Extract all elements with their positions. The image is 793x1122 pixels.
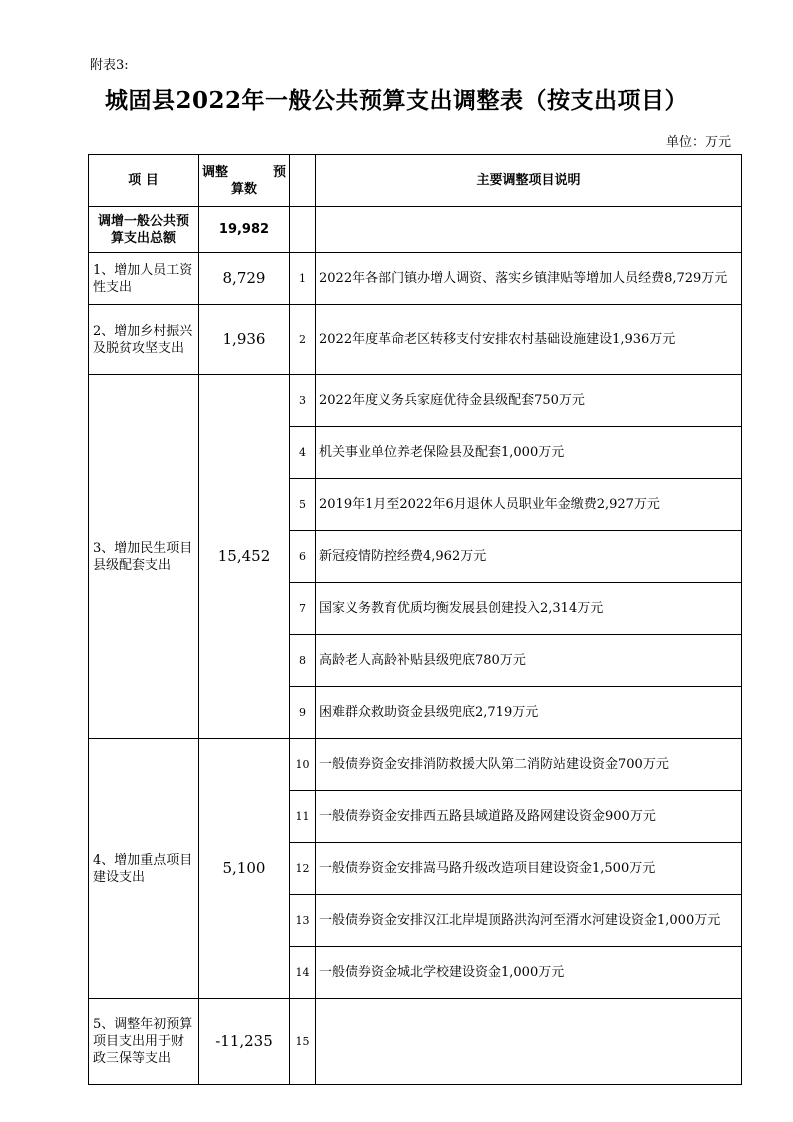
item-number: 3: [290, 375, 316, 427]
column-header-amount-part1: 调整: [202, 164, 229, 180]
item-number: 7: [290, 583, 316, 635]
category-amount: 5,100: [199, 739, 290, 999]
column-header-item: 项 目: [89, 155, 199, 207]
item-number: 8: [290, 635, 316, 687]
item-description: 机关事业单位养老保险县及配套1,000万元: [316, 427, 742, 479]
page-title: 城固县2022年一般公共预算支出调整表（按支出项目）: [104, 87, 688, 114]
item-number: 9: [290, 687, 316, 739]
category-label: 3、增加民生项目县级配套支出: [89, 375, 199, 739]
item-description: 一般债券资金安排嵩马路升级改造项目建设资金1,500万元: [316, 843, 742, 895]
item-number: 6: [290, 531, 316, 583]
item-description: 新冠疫情防控经费4,962万元: [316, 531, 742, 583]
item-description: 一般债券资金安排汉江北岸堤顶路洪沟河至湑水河建设资金1,000万元: [316, 895, 742, 947]
item-description: 困难群众救助资金县级兜底2,719万元: [316, 687, 742, 739]
total-row: [89, 207, 742, 253]
item-description: 一般债券资金安排西五路县域道路及路网建设资金900万元: [316, 791, 742, 843]
item-description: 一般债券资金城北学校建设资金1,000万元: [316, 947, 742, 999]
item-number: 14: [290, 947, 316, 999]
item-number: 12: [290, 843, 316, 895]
item-number: 13: [290, 895, 316, 947]
item-number: 1: [290, 253, 316, 305]
item-number: 5: [290, 479, 316, 531]
column-header-amount-part3: 算数: [230, 181, 257, 197]
column-header-number: [290, 155, 316, 207]
table-row: [89, 739, 742, 791]
category-amount: -11,235: [199, 999, 290, 1085]
table-row: [89, 305, 742, 375]
category-amount: 1,936: [199, 305, 290, 375]
category-label: 2、增加乡村振兴及脱贫攻坚支出: [89, 305, 199, 375]
column-header-description: 主要调整项目说明: [316, 155, 742, 207]
category-amount: 8,729: [199, 253, 290, 305]
item-description: 国家义务教育优质均衡发展县创建投入2,314万元: [316, 583, 742, 635]
annex-label: 附表3:: [90, 58, 129, 73]
item-number: 4: [290, 427, 316, 479]
item-description: 一般债券资金安排消防救援大队第二消防站建设资金700万元: [316, 739, 742, 791]
unit-label: 单位：万元: [665, 135, 731, 150]
total-description-cell: [316, 207, 742, 253]
item-number: 10: [290, 739, 316, 791]
item-description: 2022年度革命老区转移支付安排农村基础设施建设1,936万元: [316, 305, 742, 375]
item-number: 11: [290, 791, 316, 843]
budget-table: [88, 154, 742, 1085]
column-header-amount-part2: 预: [272, 164, 286, 180]
header-row: [89, 155, 742, 207]
item-description: 高龄老人高龄补贴县级兜底780万元: [316, 635, 742, 687]
column-header-amount: [199, 155, 290, 207]
item-description: 2022年度义务兵家庭优待金县级配套750万元: [316, 375, 742, 427]
total-number-cell: [290, 207, 316, 253]
item-number: 2: [290, 305, 316, 375]
category-label: 1、增加人员工资性支出: [89, 253, 199, 305]
item-description: [316, 999, 742, 1085]
total-label: 调增一般公共预算支出总额: [89, 207, 199, 253]
item-description: 2019年1月至2022年6月退休人员职业年金缴费2,927万元: [316, 479, 742, 531]
table-row: [89, 375, 742, 427]
item-description: 2022年各部门镇办增人调资、落实乡镇津贴等增加人员经费8,729万元: [316, 253, 742, 305]
category-label: 5、调整年初预算项目支出用于财政三保等支出: [89, 999, 199, 1085]
category-amount: 15,452: [199, 375, 290, 739]
table-row: [89, 999, 742, 1085]
total-amount: 19,982: [199, 207, 290, 253]
item-number: 15: [290, 999, 316, 1085]
table-row: [89, 253, 742, 305]
category-label: 4、增加重点项目建设支出: [89, 739, 199, 999]
